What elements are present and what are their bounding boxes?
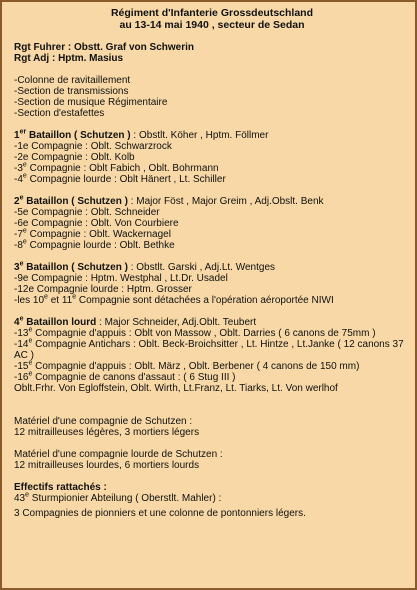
document-title bbox=[14, 7, 410, 31]
company-line: -2e Compagnie : Oblt. Kolb bbox=[14, 152, 135, 163]
company-line: -14e Compagnie Antichars : Oblt. Beck-Broichsitter , Lt. Hintze , Lt.Janke ( 12 canons 37 AC ) bbox=[14, 337, 404, 361]
battalion-1-name: Bataillon ( Schutzen ) bbox=[26, 130, 131, 141]
company-line: -8e Compagnie lourde : Oblt. Bethke bbox=[14, 238, 175, 251]
battalion-4-name: Bataillon lourd bbox=[23, 317, 97, 328]
company-line: -5e Compagnie : Oblt. Schneider bbox=[14, 207, 160, 218]
attached-title: Effectifs rattachés : bbox=[14, 482, 107, 493]
battalion-1-heading bbox=[14, 130, 410, 141]
company-line: -15e Compagnie d'appuis : Oblt. März , Oblt. Berbener ( 4 canons de 150 mm) bbox=[14, 359, 360, 372]
company-line: -7e Compagnie : Oblt. Wackernagel bbox=[14, 227, 171, 240]
support-unit: -Section d'estafettes bbox=[14, 108, 105, 119]
battalion-3-num: 3 bbox=[14, 262, 20, 273]
materiel-schutzen-text: 12 mitrailleuses légères, 3 mortiers légers bbox=[14, 427, 200, 438]
battalion-3-name: Bataillon ( Schutzen ) bbox=[23, 262, 128, 273]
company-line: -13e Compagnie d'appuis : Oblt von Massow , Oblt. Darries ( 6 canons de 75mm ) bbox=[14, 326, 376, 339]
regiment-commander: Rgt Fuhrer : Obstt. Graf von Schwerin bbox=[14, 42, 195, 53]
company-line: -12e Compagnie lourde : Hptm. Grosser bbox=[14, 284, 192, 295]
title-line-1: Régiment d'Infanterie Grossdeutschland bbox=[110, 7, 314, 19]
battalion-2-leaders: : Major Föst , Major Greim , Adj.Obslt. Benk bbox=[127, 196, 324, 207]
battalion-3-sup: e bbox=[19, 260, 24, 268]
document-content bbox=[14, 7, 410, 519]
title-line-2: au 13-14 mai 1940 , secteur de Sedan bbox=[119, 19, 305, 31]
company-line: -9e Compagnie : Hptm. Westphal , Lt.Dr. Usadel bbox=[14, 273, 228, 284]
battalion-2-num: 2 bbox=[14, 196, 20, 207]
battalion-4-sup: e bbox=[19, 315, 24, 323]
battalion-1-leaders: : Obstlt. Köher , Hptm. Föllmer bbox=[130, 130, 269, 141]
battalion-2-sup: e bbox=[19, 194, 24, 202]
materiel-lourde-text: 12 mitrailleuses lourdes, 6 mortiers lourds bbox=[14, 460, 200, 471]
battalion-3-heading bbox=[14, 262, 410, 273]
battalion-2-name: Bataillon ( Schutzen ) bbox=[23, 196, 128, 207]
battalion-4-heading bbox=[14, 317, 410, 328]
regiment-adjutant: Rgt Adj : Hptm. Masius bbox=[14, 53, 124, 64]
company-line: -16e Compagnie de canons d'assaut : ( 6 Stug III ) bbox=[14, 370, 236, 383]
battalion-1-sup: er bbox=[19, 128, 27, 136]
attached-detail: 3 Compagnies de pionniers et une colonne de pontonniers légers. bbox=[14, 508, 306, 519]
company-line: -3e Compagnie : Oblt Fabich , Oblt. Bohrmann bbox=[14, 161, 219, 174]
battalion-4-leaders: : Major Schneider, Adj.Oblt. Teubert bbox=[96, 317, 257, 328]
support-unit: -Section de musique Régimentaire bbox=[14, 97, 168, 108]
battalion-4-num: 4 bbox=[14, 317, 20, 328]
attached-unit: 43e Sturmpionier Abteilung ( Oberstlt. Mahler) : bbox=[14, 491, 222, 504]
detached-companies: -les 10e et 11e Compagnie sont détachées a l'opération aéroportée NIWI bbox=[14, 293, 334, 306]
materiel-lourde-title: Matériel d'une compagnie lourde de Schutzen : bbox=[14, 449, 223, 460]
support-unit: -Section de transmissions bbox=[14, 86, 129, 97]
battalion-1-num: 1 bbox=[14, 130, 20, 141]
battalion-4-officers: Oblt.Frhr. Von Egloffstein, Oblt. Wirth, Lt.Franz, Lt. Tiarks, Lt. Von werlhof bbox=[14, 383, 338, 394]
battalion-2-heading bbox=[14, 196, 410, 207]
company-line: -1e Compagnie : Oblt. Schwarzrock bbox=[14, 141, 172, 152]
battalion-3-leaders: : Obstlt. Garski , Adj.Lt. Wentges bbox=[127, 262, 276, 273]
support-unit: -Colonne de ravitaillement bbox=[14, 75, 131, 86]
materiel-schutzen-title: Matériel d'une compagnie de Schutzen : bbox=[14, 416, 193, 427]
company-line: -6e Compagnie : Oblt. Von Courbiere bbox=[14, 218, 179, 229]
company-line: -4e Compagnie lourde : Oblt Hänert , Lt. Schiller bbox=[14, 172, 226, 185]
